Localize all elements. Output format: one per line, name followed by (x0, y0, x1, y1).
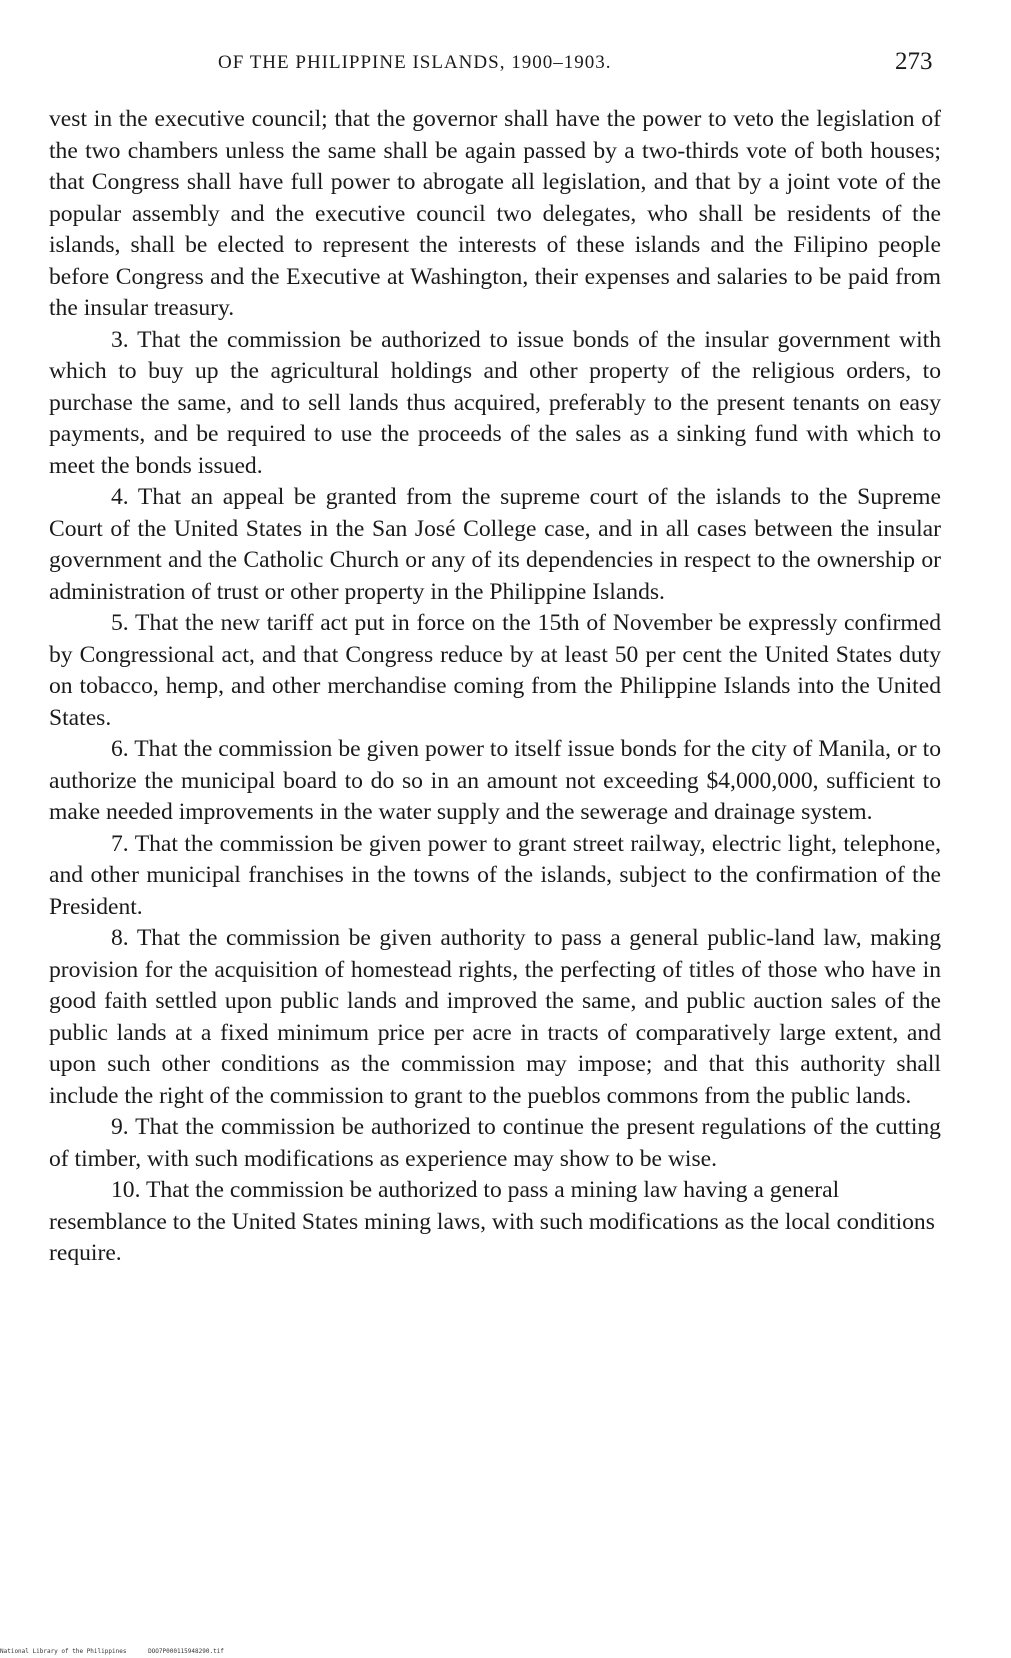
paragraph-text: That the commission be authorized to pass a mining law having a general resemblance to the United States mining laws, with such modifications as the local conditions require. (49, 1177, 935, 1266)
library-credit: National Library of the Philippines (0, 1648, 127, 1655)
paragraph-text: That the commission be given power to itself issue bonds for the city of Manila, or to authorize the municipal board to do so in an amount not exceeding $4,000,000, sufficient to make needed improvements in the water supply and the sewerage and drainage system. (49, 736, 941, 825)
paragraph-text: That the commission be authorized to issue bonds of the insular government with which to buy up the agricultural holdings and other property of the religious orders, to purchase the same, and to sell lands thus acquired, preferably to the present tenants on easy payments, and be required to use the proceeds of the sales as a sinking fund with which to meet the bonds issued. (49, 326, 941, 479)
paragraph-text: That the commission be given power to grant street railway, electric light, telephone, and other municipal franchises in the towns of the islands, subject to the confirmation of the President. (49, 830, 941, 920)
body-text (49, 104, 941, 1270)
numbered-paragraph-4 (49, 482, 941, 608)
numbered-paragraph-7 (49, 829, 941, 924)
paragraph-number: 8. (111, 925, 129, 951)
scan-file-id: DOO7P000115948290.tif (148, 1648, 224, 1655)
paragraph-number: 10. (111, 1177, 141, 1203)
paragraph-number: 5. (111, 610, 129, 636)
running-head: OF THE PHILIPPINE ISLANDS, 1900–1903. (218, 52, 612, 73)
paragraph-number: 3. (111, 326, 129, 353)
numbered-paragraph-3 (49, 325, 941, 483)
paragraph-number: 6. (111, 736, 129, 762)
continuation-paragraph: vest in the executive council; that the governor shall have the power to veto the legislation of the two chambers unless the same shall be again passed by a two-thirds vote of both houses; that Congress shall have full power to abrogate all legislation, and that by a joint vote of the popular assembly and the executive council two delegates, who shall be residents of the islands, shall be elected to represent the interests of these islands and the Filipino people before Congress and the Executive at Washington, their expenses and salaries to be paid from the insular treasury. (49, 106, 941, 321)
numbered-paragraph-10 (49, 1175, 941, 1270)
paragraph-number: 4. (111, 484, 129, 510)
scan-footer (0, 1648, 242, 1655)
numbered-paragraph-6 (49, 734, 941, 829)
numbered-paragraph-5 (49, 608, 941, 734)
paragraph-text: That an appeal be granted from the supreme court of the islands to the Supreme Court of the United States in the San José College case, and in all cases between the insular government and the Catholic Church or any of its dependencies in respect to the ownership or administration of trust or other property in the Philippine Islands. (49, 484, 941, 605)
numbered-paragraph-8 (49, 923, 941, 1112)
paragraph-text: That the new tariff act put in force on the 15th of November be expressly confirmed by Congressional act, and that Congress reduce by at least 50 per cent the United States duty on tobacco, hemp, and other merchandise coming from the Philippine Islands into the United States. (49, 610, 941, 731)
numbered-paragraph-9 (49, 1112, 941, 1175)
paragraph-number: 9. (111, 1114, 129, 1140)
paragraph-text: That the commission be given authority to pass a general public-land law, making provision for the acquisition of homestead rights, the perfecting of titles of those who have in good faith settled upon public lands and improved the same, and public auction sales of the public lands at a fixed minimum price per acre in tracts of comparatively large extent, and upon such other conditions as the commission may impose; and that this authority shall include the right of the commission to grant to the pueblos commons from the public lands. (49, 925, 941, 1109)
page-number: 273 (895, 48, 933, 75)
paragraph-number: 7. (111, 830, 129, 857)
paragraph-text: That the commission be authorized to continue the present regulations of the cutting of timber, with such modifications as experience may show to be wise. (49, 1114, 941, 1172)
